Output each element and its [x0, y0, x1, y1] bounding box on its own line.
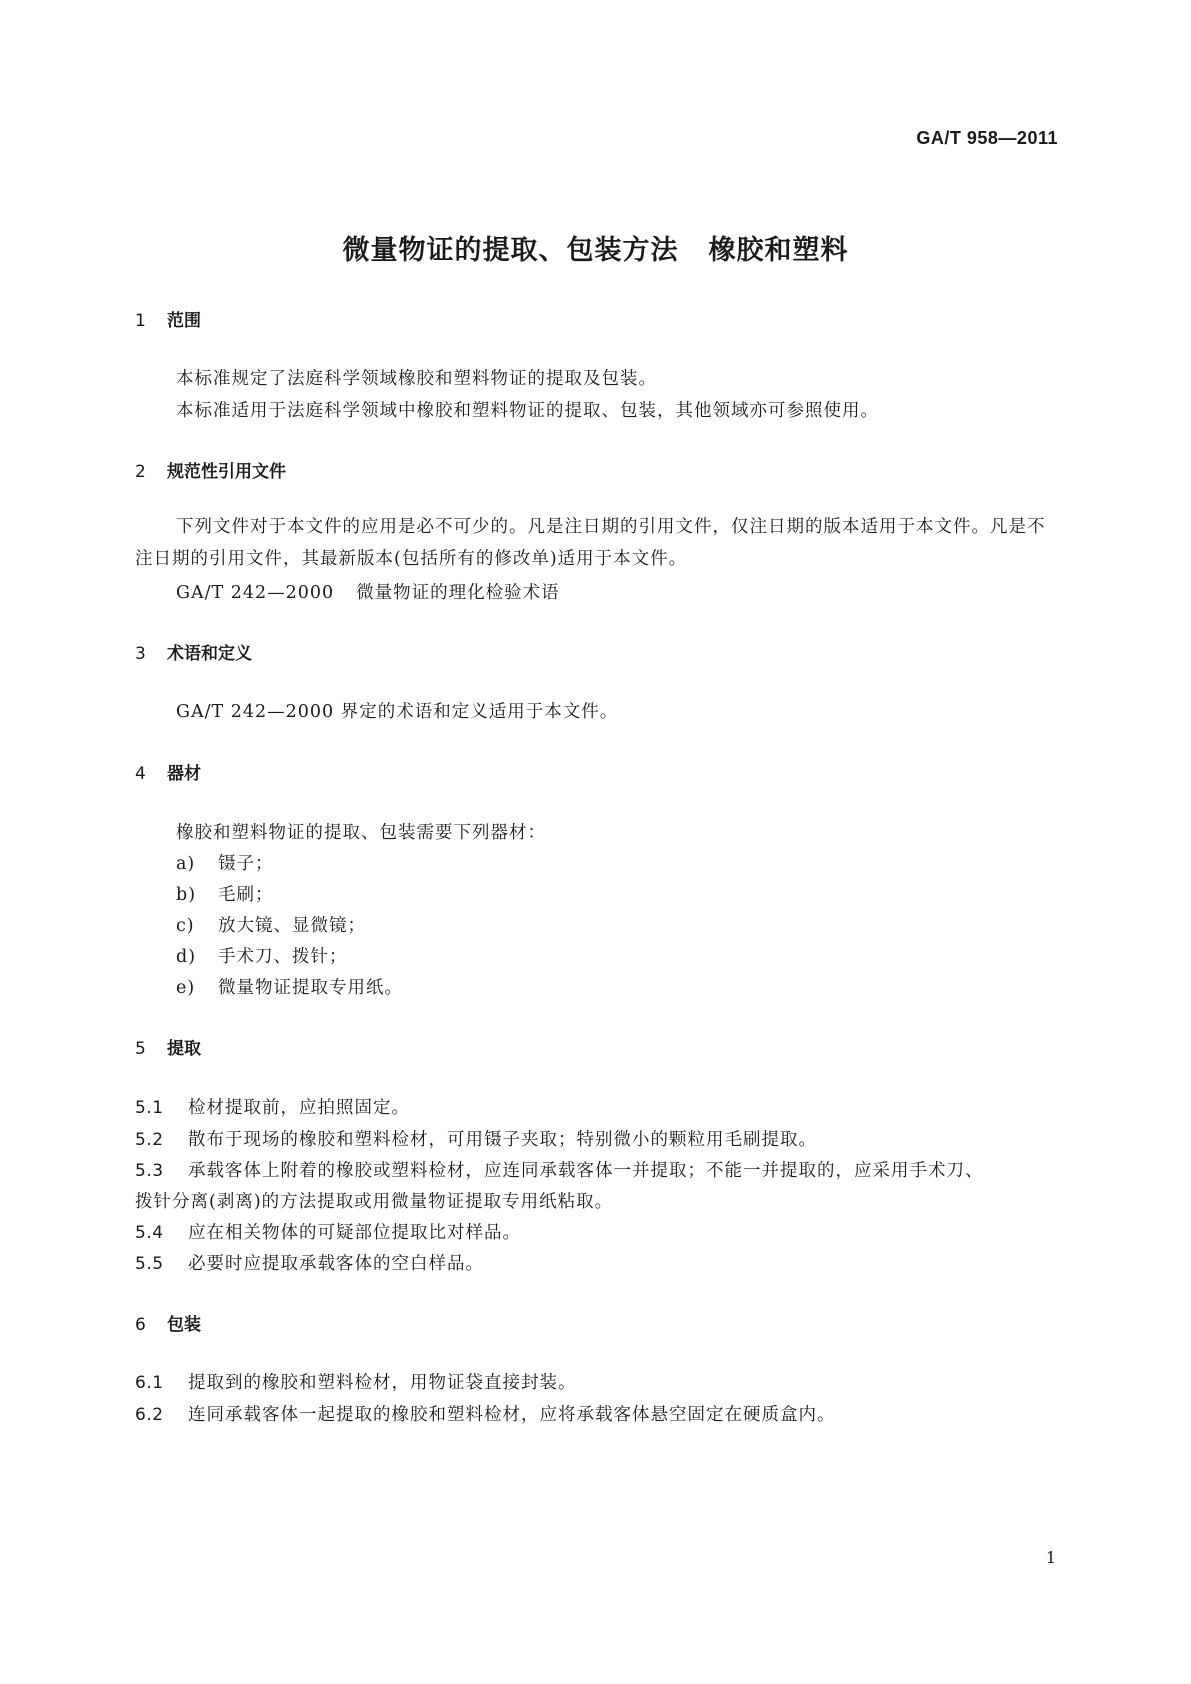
- clause-6-1: 6.1 提取到的橡胶和塑料检材，用物证袋直接封装。: [135, 1373, 577, 1393]
- title-part2: 橡胶和塑料: [708, 235, 849, 266]
- page-number: 1: [1045, 1548, 1056, 1567]
- reference-title: 微量物证的理化检验术语: [356, 583, 560, 603]
- clause-5-2: 5.2 散布于现场的橡胶和塑料检材，可用镊子夹取；特别微小的颗粒用毛刷提取。: [135, 1130, 817, 1150]
- title-part1: 微量物证的提取、包装方法: [342, 235, 679, 266]
- clause-5-3-continued: 拨针分离(剥离)的方法提取或用微量物证提取专用纸粘取。: [135, 1192, 614, 1212]
- clause-5-4: 5.4 应在相关物体的可疑部位提取比对样品。: [135, 1223, 521, 1243]
- section-1-heading: 1 范围: [135, 311, 201, 331]
- section-6-heading: 6 包装: [135, 1315, 201, 1335]
- clause-6-2: 6.2 连同承载客体一起提取的橡胶和塑料检材，应将承载客体悬空固定在硬质盒内。: [135, 1405, 836, 1425]
- document-title: [0, 228, 1191, 267]
- clause-5-1: 5.1 检材提取前，应拍照固定。: [135, 1098, 410, 1118]
- list-item: d) 手术刀、拨针；: [176, 947, 348, 967]
- section-2-para-1: 下列文件对于本文件的应用是必不可少的。凡是注日期的引用文件，仅注日期的版本适用于本文件。凡是不注日期的引用文件，其最新版本(包括所有的修改单)适用于本文件。: [135, 517, 1046, 569]
- section-3-heading: 3 术语和定义: [135, 644, 252, 664]
- list-item: a) 镊子；: [176, 854, 274, 874]
- section-3-para-1: GA/T 242—2000 界定的术语和定义适用于本文件。: [176, 702, 619, 722]
- section-1-para-2: 本标准适用于法庭科学领域中橡胶和塑料物证的提取、包装，其他领域亦可参照使用。: [176, 401, 879, 421]
- clause-5-5: 5.5 必要时应提取承载客体的空白样品。: [135, 1254, 484, 1274]
- standard-number: GA/T 958—2011: [916, 128, 1058, 148]
- normative-reference: [176, 579, 560, 604]
- reference-code: GA/T 242—2000: [176, 583, 335, 603]
- section-5-heading: 5 提取: [135, 1039, 201, 1059]
- list-item: e) 微量物证提取专用纸。: [176, 978, 403, 998]
- clause-5-3: 5.3 承载客体上附着的橡胶或塑料检材，应连同承载客体一并提取；不能一并提取的，应采用手术刀、: [135, 1161, 984, 1181]
- list-item: b) 毛刷；: [176, 885, 274, 905]
- list-item: c) 放大镜、显微镜；: [176, 916, 366, 936]
- section-4-heading: 4 器材: [135, 764, 201, 784]
- section-1-para-1: 本标准规定了法庭科学领域橡胶和塑料物证的提取及包装。: [176, 369, 657, 389]
- section-4-intro: 橡胶和塑料物证的提取、包装需要下列器材：: [176, 823, 546, 843]
- section-2-heading: 2 规范性引用文件: [135, 462, 286, 482]
